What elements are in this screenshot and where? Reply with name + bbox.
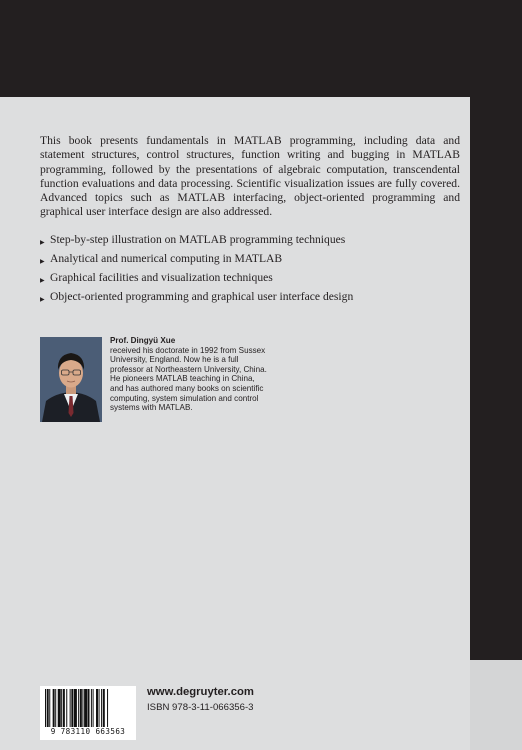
isbn-number: ISBN 978-3-11-066356-3 xyxy=(147,702,254,713)
feature-text: Graphical facilities and visualization techniques xyxy=(50,271,273,284)
barcode-bar xyxy=(70,689,71,727)
barcode-bar xyxy=(63,689,65,727)
feature-text: Step-by-step illustration on MATLAB programming techniques xyxy=(50,233,346,246)
author-bio-text: received his doctorate in 1992 from Sussex University, England. Now he is a full professor at Northeastern University, China. He pioneers MATLAB teaching in China, and has authored many books on scientific computing, system simulation and control systems with MATLAB. xyxy=(110,345,267,413)
barcode-bar xyxy=(66,689,67,727)
triangle-bullet-icon: ▶ xyxy=(40,278,45,284)
feature-text: Object-oriented programming and graphical user interface design xyxy=(50,290,354,303)
barcode-bars xyxy=(45,689,131,727)
barcode-bar xyxy=(88,689,90,727)
barcode-bar xyxy=(99,689,100,727)
barcode xyxy=(40,686,136,740)
triangle-bullet-icon: ▶ xyxy=(40,297,45,303)
barcode-bar xyxy=(107,689,108,727)
barcode-bar xyxy=(45,689,46,727)
barcode-bar xyxy=(93,689,94,727)
barcode-bar xyxy=(84,689,87,727)
feature-item xyxy=(40,290,460,309)
barcode-bar xyxy=(49,689,50,727)
barcode-bar xyxy=(96,689,98,727)
author-portrait-image xyxy=(40,337,102,422)
publisher-website: www.degruyter.com xyxy=(147,686,254,698)
barcode-digits: 9 783110 663563 xyxy=(50,727,126,736)
author-name: Prof. Dingyü Xue xyxy=(110,336,176,345)
author-bio xyxy=(110,336,270,413)
right-edge-strip xyxy=(470,660,522,750)
barcode-bar xyxy=(47,689,49,727)
feature-item xyxy=(40,271,460,290)
barcode-bar xyxy=(61,689,62,727)
barcode-bar xyxy=(103,689,105,727)
barcode-bar xyxy=(74,689,77,727)
feature-item xyxy=(40,252,460,271)
barcode-bar xyxy=(78,689,79,727)
barcode-bar xyxy=(55,689,56,727)
barcode-bar xyxy=(58,689,61,727)
triangle-bullet-icon: ▶ xyxy=(40,259,45,265)
book-description: This book presents fundamentals in MATLAB programming, including data and statement structures, control structures, function writing and bugging in MATLAB programming, followed by the presentations of algebraic computation, transcendental function evaluations and data processing. Scientific visualization issues are fully covered. Advanced topics such as MATLAB interfacing, object-oriented programming and graphical user interface design are also addressed. xyxy=(40,134,460,219)
feature-text: Analytical and numerical computing in MATLAB xyxy=(50,252,283,265)
author-photo xyxy=(40,337,102,422)
triangle-bullet-icon: ▶ xyxy=(40,240,45,246)
feature-list xyxy=(40,233,460,309)
barcode-bar xyxy=(71,689,73,727)
feature-item xyxy=(40,233,460,252)
barcode-bar xyxy=(53,689,55,727)
barcode-bar xyxy=(91,689,92,727)
barcode-bar xyxy=(82,689,83,727)
barcode-bar xyxy=(80,689,82,727)
barcode-bar xyxy=(101,689,102,727)
